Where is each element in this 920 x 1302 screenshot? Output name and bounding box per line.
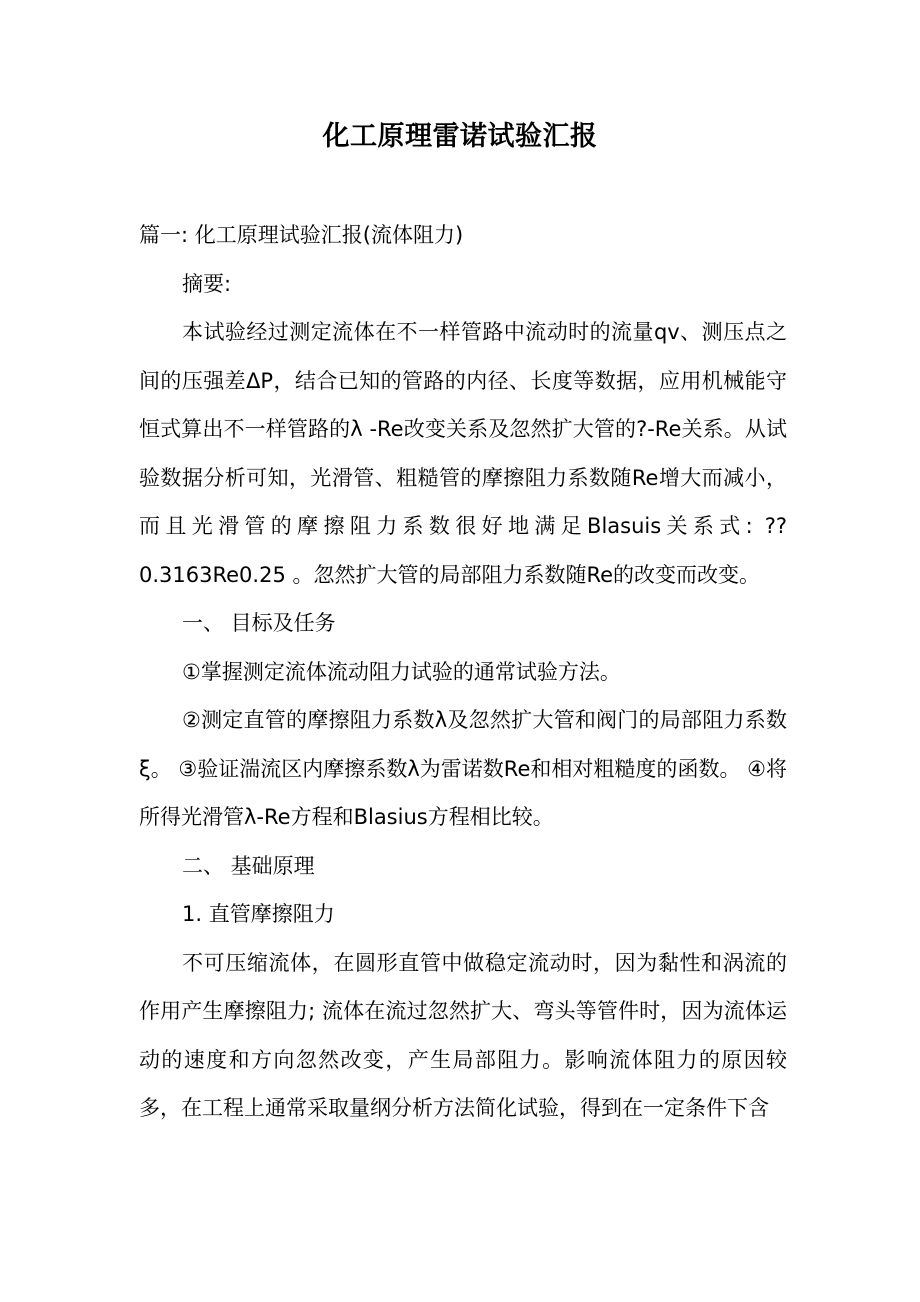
abstract-label: 摘要: — [182, 271, 232, 296]
section-heading: 篇一: 化工原理试验汇报(流体阻力) — [139, 223, 464, 247]
principle-heading: 二、 基础原理 — [182, 853, 315, 878]
objective-1: ①掌握测定流体流动阻力试验的通常试验方法。 — [182, 659, 621, 684]
friction-subheading: 1. 直管摩擦阻力 — [182, 902, 335, 926]
friction-body: 不可压缩流体，在圆形直管中做稳定流动时，因为黏性和涡流的作用产生摩擦阻力; 流体在流过忽然扩大、弯头等管件时，因为流体运动的速度和方向忽然改变，产生局部阻力。影响流体阻力的原因较多，在工程上通常采取量纲分析方法简化试验，得到在一定条件下含 — [139, 950, 787, 1120]
document-title: 化工原理雷诺试验汇报 — [322, 121, 598, 152]
abstract-body: 本试验经过测定流体在不一样管路中流动时的流量qv、测压点之间的压强差ΔP，结合已知的管路的内径、长度等数据，应用机械能守恒式算出不一样管路的λ -Re改变关系及忽然扩大管的?-Re关系。从试验数据分析可知，光滑管、粗糙管的摩擦阻力系数随Re增大而减小，而且光滑管的摩擦阻力系数很好地满足Blasuis关系式: ??0.3163Re0.25 。忽然扩大管的局部阻力系数随Re的改变而改变。 — [139, 320, 787, 587]
objective-2-4: ②测定直管的摩擦阻力系数λ及忽然扩大管和阀门的局部阻力系数ξ。 ③验证湍流区内摩擦系数λ为雷诺数Re和相对粗糙度的函数。 ④将所得光滑管λ-Re方程和Blasius方程相比较。 — [139, 708, 787, 829]
objective-heading: 一、 目标及任务 — [182, 611, 336, 635]
document-body — [139, 211, 787, 1133]
